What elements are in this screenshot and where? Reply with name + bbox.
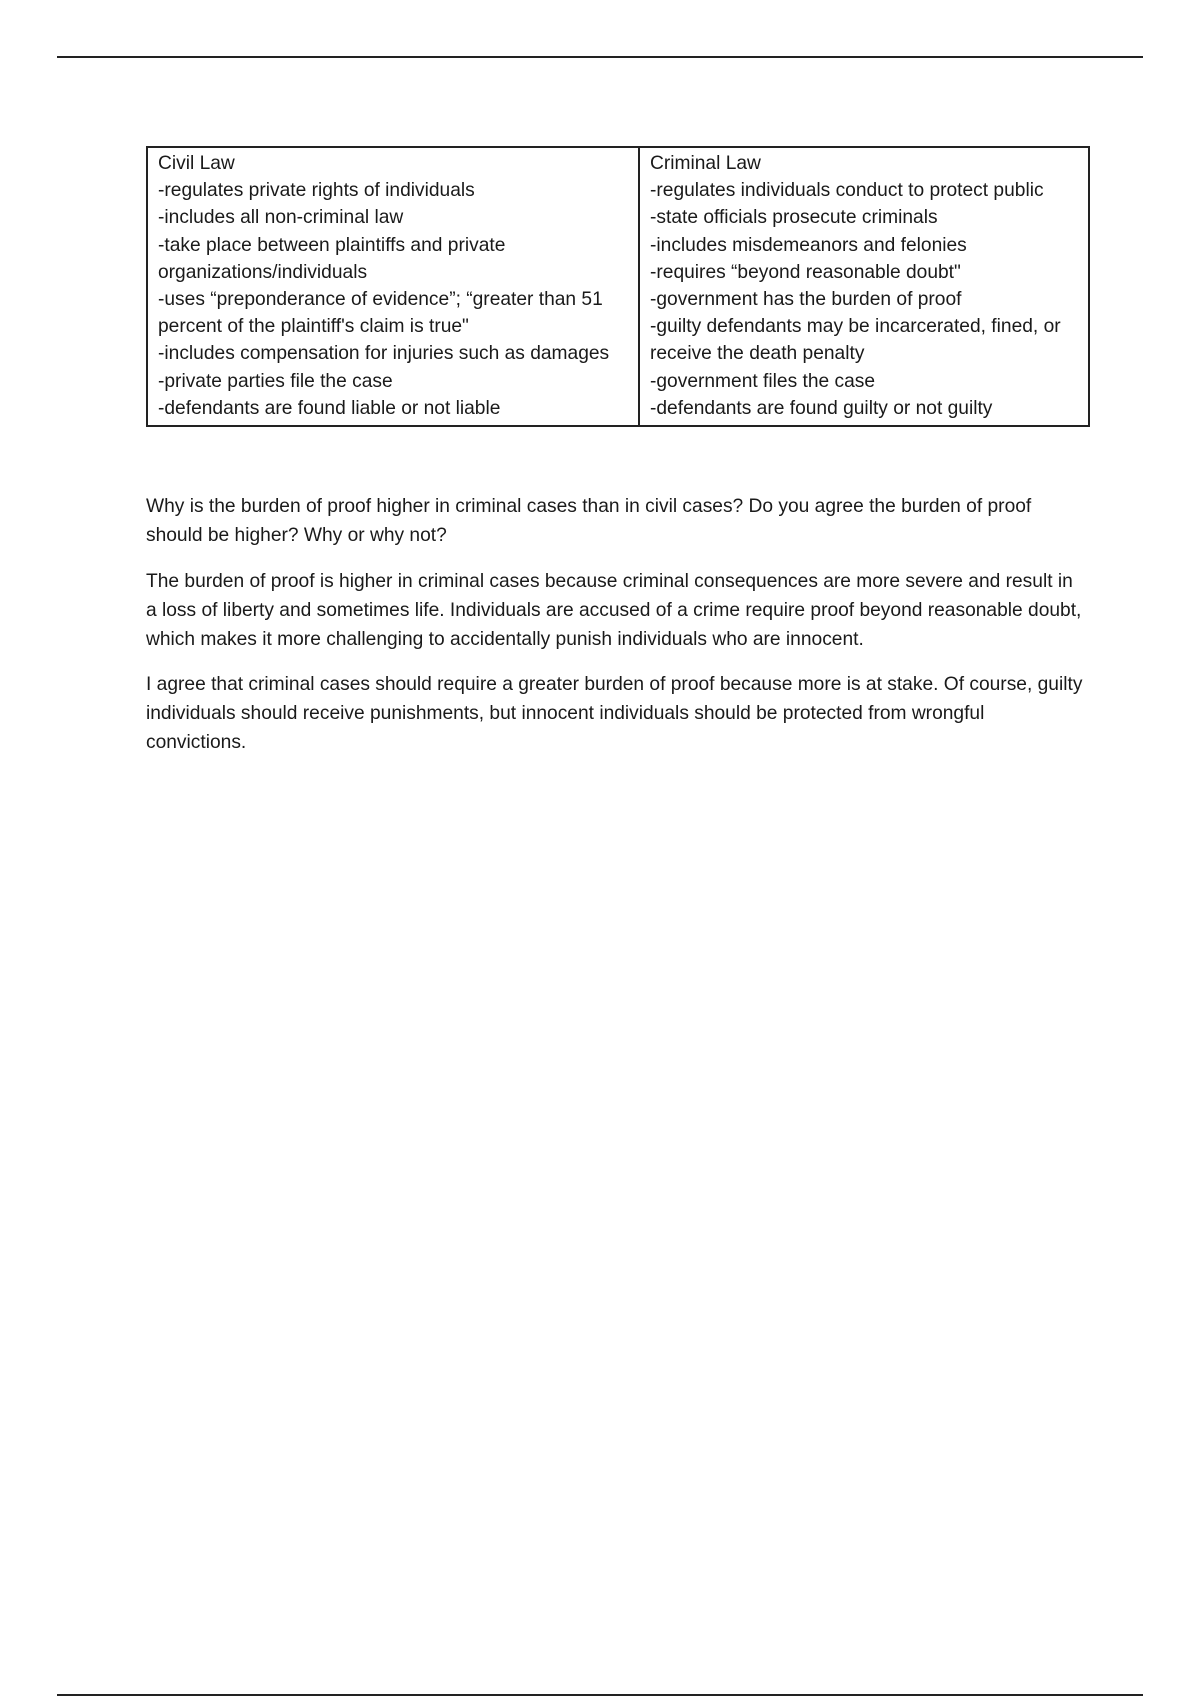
footer-rule — [57, 1694, 1143, 1696]
header-rule — [57, 56, 1143, 58]
answer-paragraph: I agree that criminal cases should require a greater burden of proof because more is at stake. Of course, guilty individuals should receive punishments, but innocent individuals should be protected from wrongful convictions. — [146, 674, 1083, 753]
criminal-law-item: -defendants are found guilty or not guilty — [650, 397, 993, 419]
civil-law-item: -defendants are found liable or not liable — [158, 397, 501, 419]
civil-law-item: -uses “preponderance of evidence”; “greater than 51 percent of the plaintiff's claim is true" — [158, 289, 609, 338]
civil-law-cell — [147, 147, 639, 426]
criminal-law-item: -state officials prosecute criminals — [650, 207, 938, 229]
civil-vs-criminal-table — [146, 146, 1090, 427]
criminal-law-cell — [639, 147, 1089, 426]
question-paragraph: Why is the burden of proof higher in criminal cases than in civil cases? Do you agree the burden of proof should be higher? Why or why not? — [146, 496, 1032, 546]
civil-law-item: -private parties file the case — [158, 370, 393, 392]
civil-law-heading: Civil Law — [158, 153, 235, 174]
table-row — [147, 147, 1089, 426]
criminal-law-item: -government files the case — [650, 370, 876, 392]
civil-law-item: -take place between plaintiffs and private organizations/individuals — [158, 234, 511, 283]
criminal-law-heading: Criminal Law — [650, 153, 761, 174]
civil-law-item: -regulates private rights of individuals — [158, 180, 475, 202]
answer-paragraph: The burden of proof is higher in criminal cases because criminal consequences are more severe and result in a loss of liberty and sometimes life. Individuals are accused of a crime require proof beyond reasonable doubt, which makes it more challenging to accidentally punish individuals who are innocent. — [146, 571, 1082, 650]
criminal-law-item: -government has the burden of proof — [650, 289, 962, 311]
criminal-law-item: -includes misdemeanors and felonies — [650, 234, 967, 256]
criminal-law-item: -requires “beyond reasonable doubt" — [650, 261, 961, 283]
civil-law-item: -includes compensation for injuries such as damages — [158, 343, 610, 365]
criminal-law-item: -regulates individuals conduct to protect public — [650, 180, 1044, 202]
civil-law-item: -includes all non-criminal law — [158, 207, 404, 229]
criminal-law-item: -guilty defendants may be incarcerated, fined, or receive the death penalty — [650, 316, 1066, 365]
